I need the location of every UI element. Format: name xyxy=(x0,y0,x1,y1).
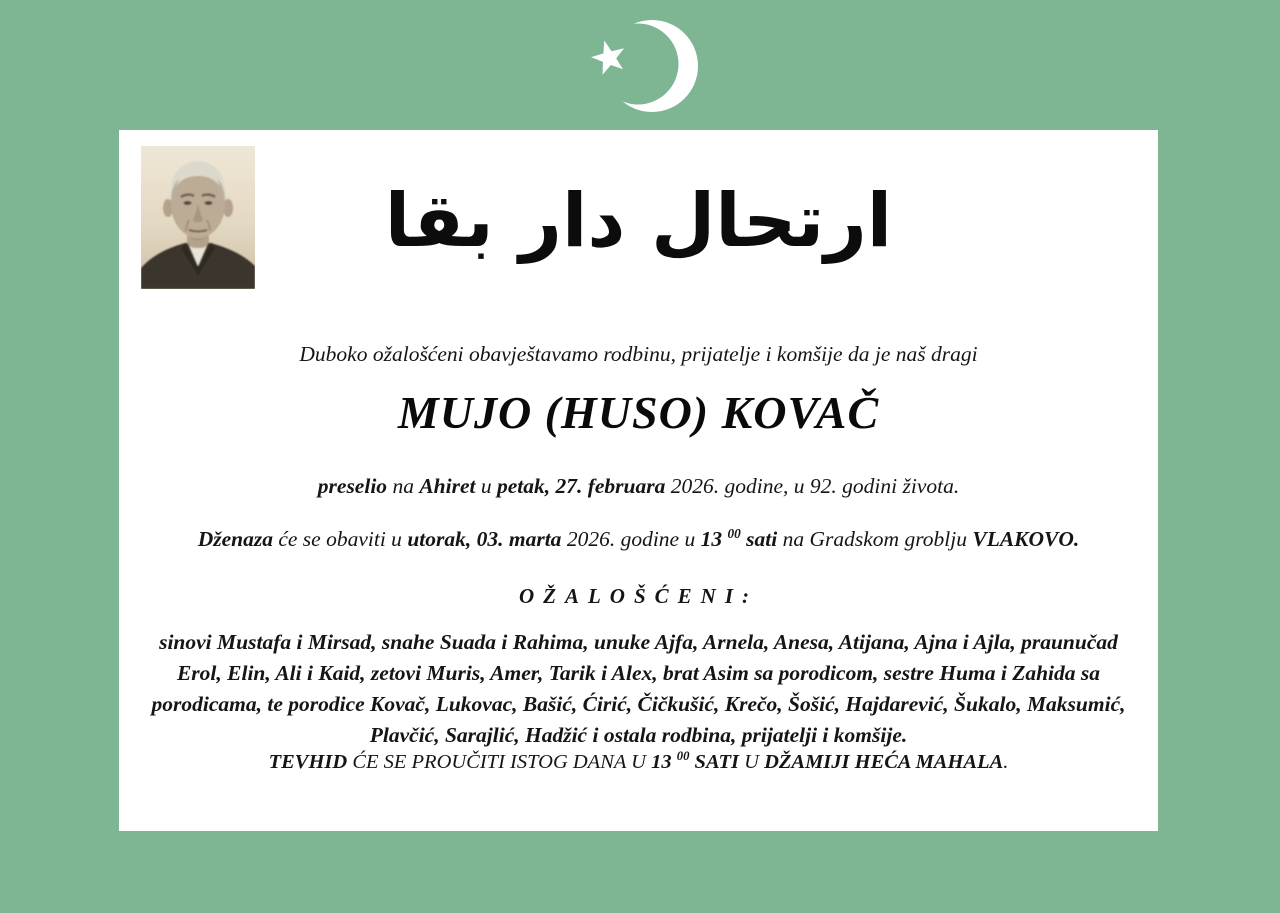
tevhid-line: TEVHID ĆE SE PROUČITI ISTOG DANA U 13 $^{00}$ SATI U DŽAMIJI HEĆA MAHALA. xyxy=(268,749,1009,773)
funeral-info-line: Dženaza će se obaviti u utorak, 03. marta 2026. godine u 13 $^{00}$ sati na Gradskom groblju VLAKOVO. xyxy=(197,525,1080,551)
crescent-and-star-svg xyxy=(575,4,725,129)
arabic-calligraphy: ارتحال دار بقا xyxy=(384,178,893,264)
death-date-line: preselio na Ahiret u petak, 27. februara 2026. godine, u 92. godini života. xyxy=(317,474,960,498)
intro-text: Duboko ožalošćeni obavještavamo rodbinu, prijatelje i komšije da je naš dragi xyxy=(299,342,978,366)
mourners-list: sinovi Mustafa i Mirsad, snahe Suada i Rahima, unuke Ajfa, Arnela, Anesa, Atijana, Ajna i Ajla, praunučad Erol, Elin, Ali i Kaid, zetovi Muris, Amer, Tarik i Alex, brat Asim sa porodicom, sestre Huma i Zahida sa porodicama, te porodice Kovač, Lukovac, Bašić, Ćirić, Čičkušić, Krečo, Šošić, Hajdarević, Šukalo, Maksumić, Plavčić, Sarajlić, Hadžić i ostala rodbina, prijatelji i komšije. xyxy=(151,630,1126,747)
mourners-heading: OŽALOŠĆENI: xyxy=(518,584,759,608)
obituary-card xyxy=(119,130,1158,831)
crescent-and-star-icon xyxy=(575,4,725,129)
deceased-name: MUJO (HUSO) KOVAČ xyxy=(397,387,880,438)
